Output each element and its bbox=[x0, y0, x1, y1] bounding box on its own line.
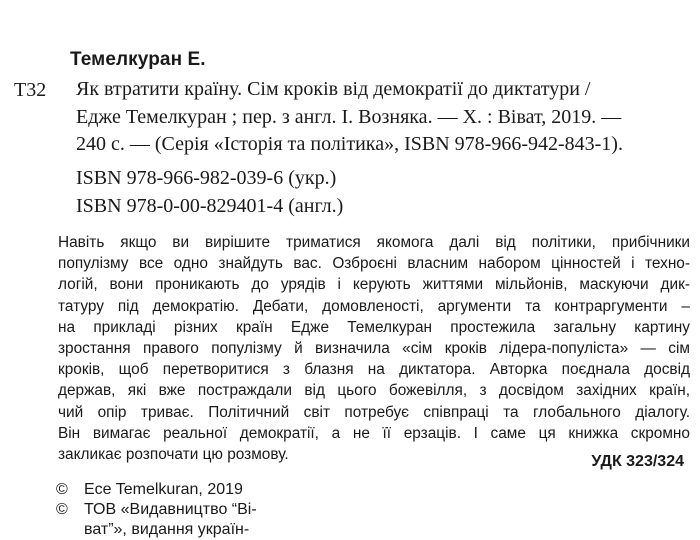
annotation-line: логій, вони проникають до урядів і керують життями мільйонів, маскуючи дик- bbox=[58, 276, 690, 294]
annotation-line: чий опір триває. Політичний світ потребує співпраці та глобального діалогу. bbox=[58, 403, 690, 421]
annotation-line: на прикладі різних країн Едже Темелкуран простежила загальну картину bbox=[58, 318, 690, 336]
copyright-icon: © bbox=[56, 481, 68, 498]
annotation-line: популізму все одно знайдуть вас. Озброєні власним набором цінностей і техно- bbox=[58, 255, 690, 273]
annotation-text bbox=[58, 232, 690, 465]
udk-code: УДК 323/324 bbox=[591, 453, 684, 470]
isbn-ukr: ISBN 978-966-982-039-6 (укр.) bbox=[76, 167, 337, 189]
annotation-line: Він вимагає реальної демократії, а не її ерзаців. І саме ця книжка скромно bbox=[58, 424, 690, 442]
catalog-code: Т32 bbox=[14, 79, 47, 101]
description-line: Як втратити країну. Сім кроків від демократії до диктатури / bbox=[76, 78, 591, 100]
annotation-line: кроків, щоб перетворитися з блазня на диктатора. Авторка поєднала досвід bbox=[58, 361, 690, 379]
copyright-row bbox=[56, 480, 296, 500]
author-heading: Темелкуран Е. bbox=[70, 49, 206, 70]
annotation-line: зростання правого популізму й визначила «сім кроків лідера-популіста» — сім bbox=[58, 340, 690, 358]
copyright-block bbox=[56, 480, 296, 540]
copyright-row bbox=[56, 500, 296, 520]
annotation-line: Навіть якщо ви вирішите триматися якомога далі від політики, прибічники bbox=[58, 234, 690, 251]
description-line: 240 с. — (Серія «Історія та політика», ISBN 978-966-942-843-1). bbox=[76, 133, 623, 155]
isbn-eng: ISBN 978-0-00-829401-4 (англ.) bbox=[76, 195, 344, 217]
description-line: Едже Темелкуран ; пер. з англ. І. Возняка. — Х. : Віват, 2019. — bbox=[76, 105, 622, 128]
annotation-line: держав, які вже постраждали від цього божевілля, з досвідом західних країн, bbox=[58, 382, 690, 400]
copyright-publisher-continued: ват”», видання україн- bbox=[84, 521, 250, 538]
copyright-author: Ece Temelkuran, 2019 bbox=[84, 481, 243, 498]
annotation-line: татуру під демократію. Дебати, домовленості, аргументи та контраргументи – bbox=[58, 297, 690, 315]
annotation-line: закликає розпочати цю розмову. bbox=[58, 446, 289, 464]
copyright-icon: © bbox=[56, 501, 68, 518]
bibliographic-description bbox=[76, 76, 686, 159]
isbn-list bbox=[76, 164, 343, 220]
copyright-publisher: ТОВ «Видавництво “Ві- bbox=[84, 501, 257, 518]
